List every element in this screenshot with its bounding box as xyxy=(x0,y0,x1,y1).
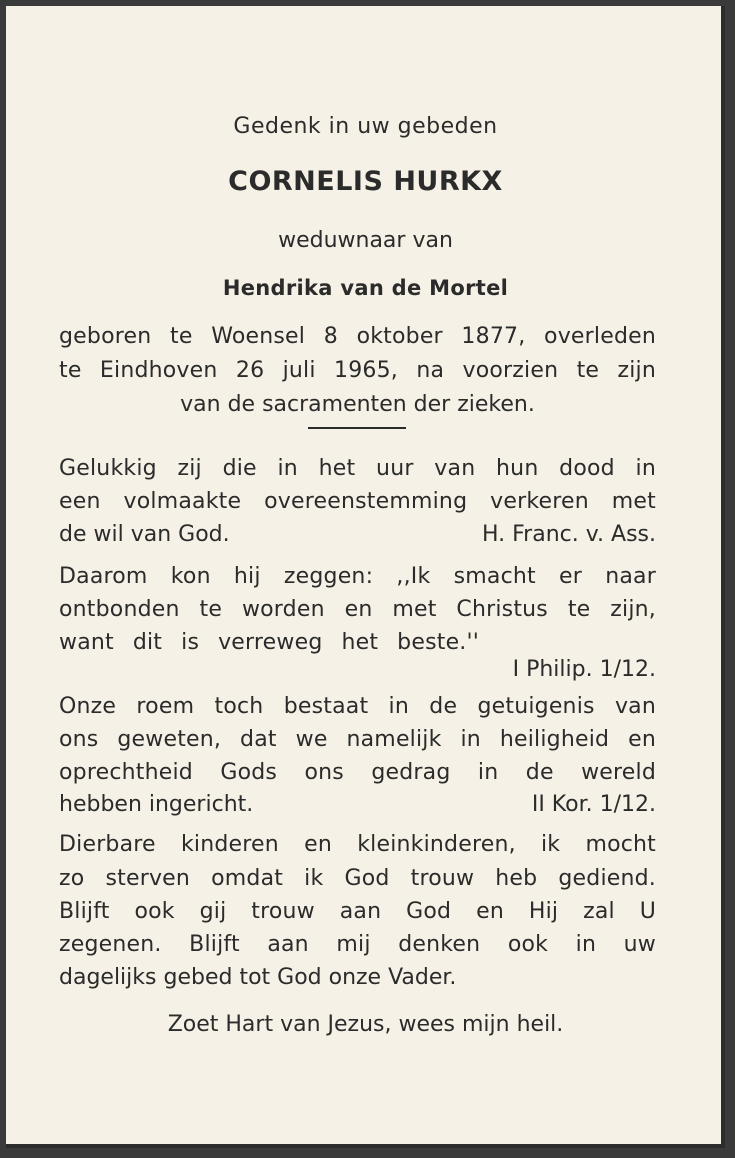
divider xyxy=(308,427,406,429)
spouse-name: Hendrika van de Mortel xyxy=(222,276,509,300)
relation-line: weduwnaar van xyxy=(278,228,453,253)
deceased-name: CORNELIS HURKX xyxy=(228,166,503,197)
bio-line-2: te Eindhoven 26 juli 1965, na voorzien te zijn xyxy=(59,358,656,383)
quote2-line-2: ontbonden te worden en met Christus te zijn, xyxy=(59,597,656,622)
intro-line: Gedenk in uw gebeden xyxy=(233,114,498,139)
farewell-line-2: zo sterven omdat ik God trouw heb gediend. xyxy=(59,866,656,891)
closing-prayer: Zoet Hart van Jezus, wees mijn heil. xyxy=(167,1012,564,1037)
quote2-line-1: Daarom kon hij zeggen: ,,Ik smacht er naar xyxy=(59,564,656,589)
quote1-line-1: Gelukkig zij die in het uur van hun dood in xyxy=(59,456,656,481)
quote1-reference: H. Franc. v. Ass. xyxy=(481,522,656,547)
farewell-line-5: dagelijks gebed tot God onze Vader. xyxy=(59,965,457,990)
quote1-line-2: een volmaakte overeenstemming verkeren met xyxy=(59,489,656,514)
quote2-reference: I Philip. 1/12. xyxy=(512,657,656,682)
quote3-line-1: Onze roem toch bestaat in de getuigenis van xyxy=(59,694,656,719)
farewell-line-4: zegenen. Blijft aan mij denken ook in uw xyxy=(59,932,656,957)
bio-line-1: geboren te Woensel 8 oktober 1877, overleden xyxy=(59,324,656,349)
farewell-line-3: Blijft ook gij trouw aan God en Hij zal U xyxy=(59,899,656,924)
farewell-line-1: Dierbare kinderen en kleinkinderen, ik mocht xyxy=(59,832,656,857)
quote3-line-4: hebben ingericht. xyxy=(59,792,254,817)
quote2-line-3: want dit is verreweg het beste.'' xyxy=(59,630,479,655)
memorial-card xyxy=(6,6,725,1148)
quote3-line-2: ons geweten, dat we namelijk in heiligheid en xyxy=(59,727,656,752)
bio-line-3: van de sacramenten der zieken. xyxy=(180,392,535,417)
quote3-line-3: oprechtheid Gods ons gedrag in de wereld xyxy=(59,760,656,785)
quote1-line-3: de wil van God. xyxy=(59,522,230,547)
quote3-reference: II Kor. 1/12. xyxy=(531,792,656,817)
